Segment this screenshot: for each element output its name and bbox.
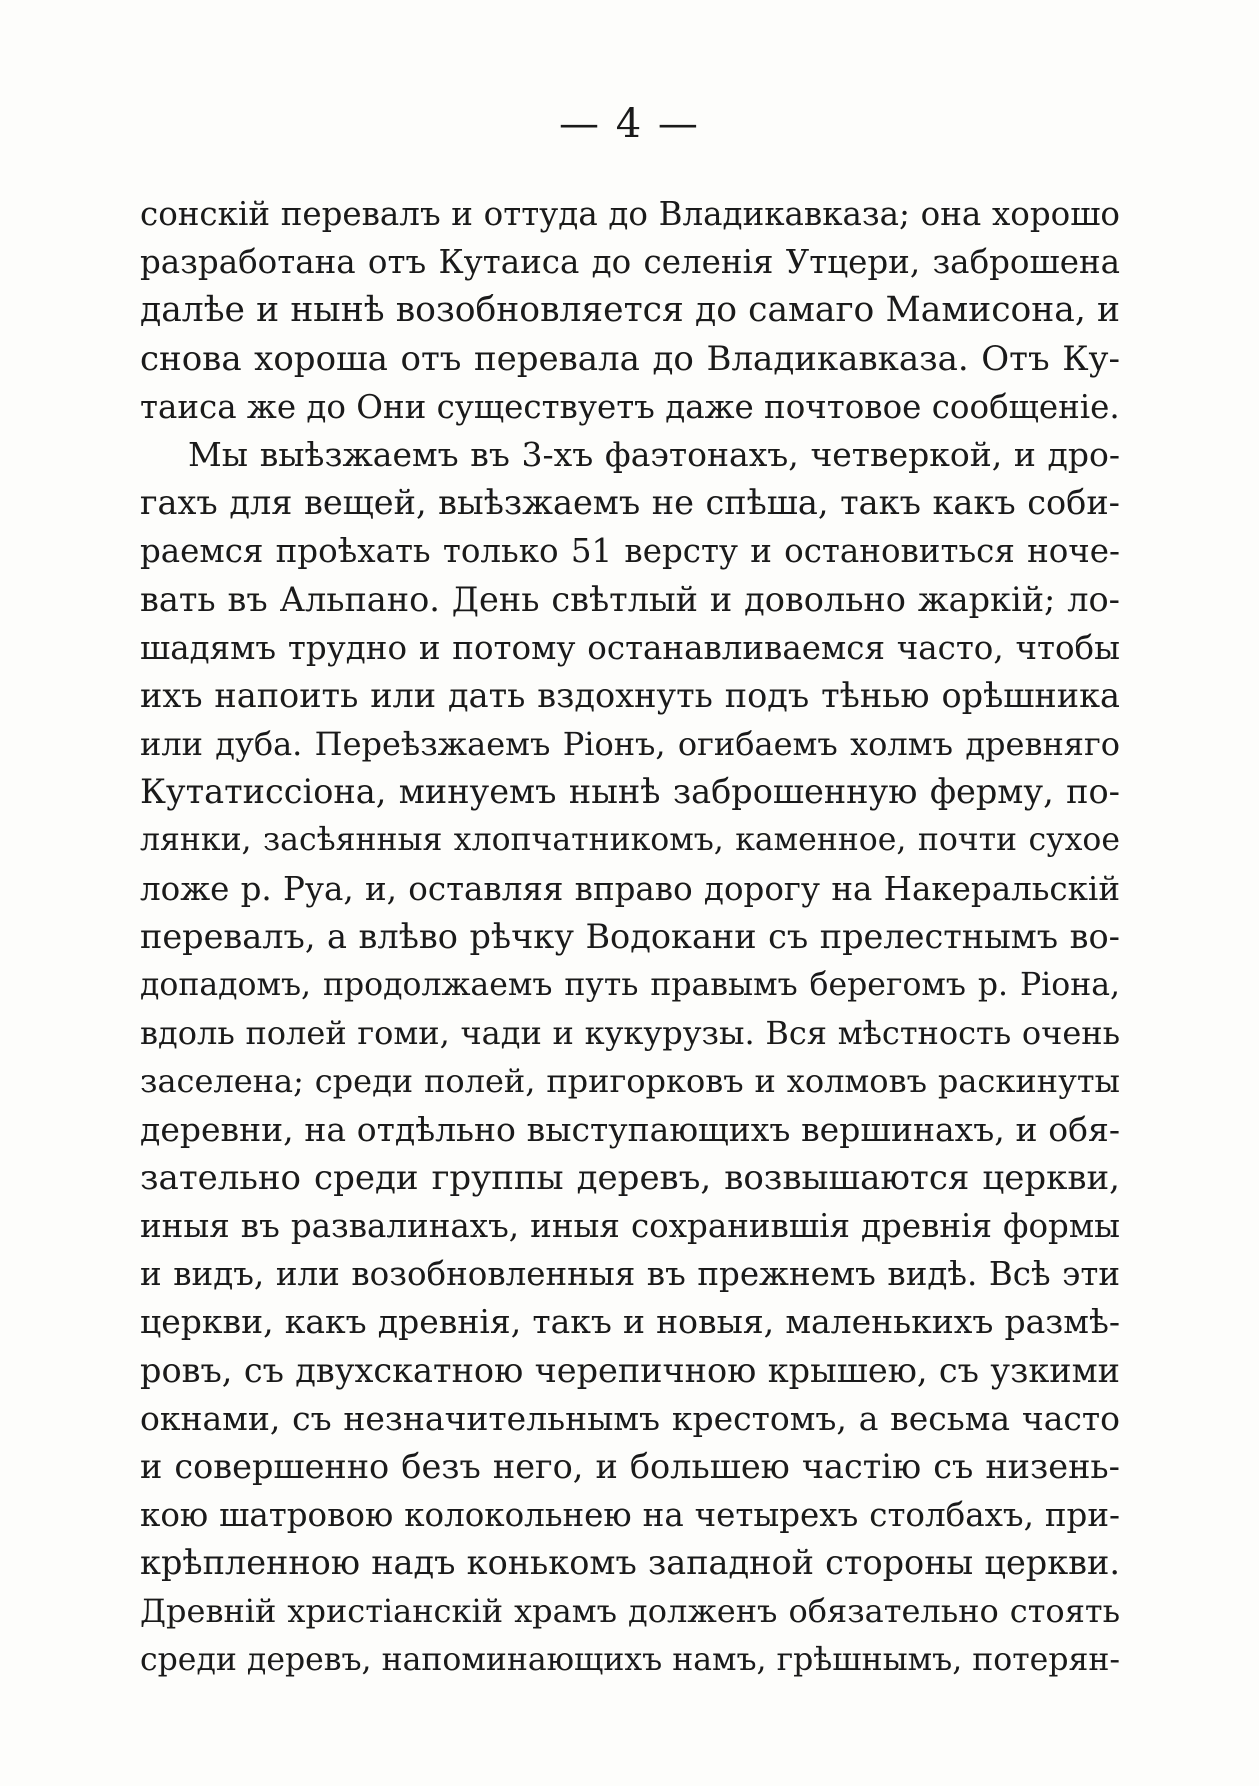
text-line: Кутатиссіона, минуемъ нынѣ заброшенную ферму, по-: [140, 772, 1120, 812]
text-line: снова хороша отъ перевала до Владикавказа. Отъ Ку-: [140, 338, 1120, 379]
text-line: раемся проѣхать только 51 версту и остановиться ноче-: [140, 532, 1120, 571]
text-line: сонскій перевалъ и оттуда до Владикавказа; она хорошо: [140, 195, 1120, 233]
text-line: и совершенно безъ него, и большею частію съ низень-: [140, 1446, 1120, 1486]
text-line: вдоль полей гоми, чади и кукурузы. Вся мѣстность очень: [140, 1014, 1120, 1053]
text-line: и видъ, или возобновленныя въ прежнемъ видѣ. Всѣ эти: [140, 1255, 1120, 1294]
text-line: церкви, какъ древнія, такъ и новыя, маленькихъ размѣ-: [140, 1302, 1120, 1342]
text-line: заселена; среди полей, пригорковъ и холмовъ раскинуты: [140, 1062, 1120, 1101]
text-line: ровъ, съ двухскатною черепичною крышею, съ узкими: [140, 1350, 1120, 1390]
text-line: Древній христіанскій храмъ долженъ обязательно стоять: [140, 1592, 1120, 1631]
text-line: далѣе и нынѣ возобновляется до самаго Мамисона, и: [140, 290, 1120, 331]
text-line: лянки, засѣянныя хлопчатникомъ, каменное, почти сухое: [140, 822, 1120, 859]
text-line: вать въ Альпано. День свѣтлый и довольно жаркій; ло-: [140, 579, 1120, 619]
page-number: — 4 —: [559, 101, 700, 147]
body-text: [140, 190, 1120, 1684]
text-line: крѣпленною надъ конькомъ западной стороны церкви.: [140, 1543, 1120, 1583]
text-line: ложе р. Руа, и, оставляя вправо дорогу на Накеральскій: [140, 869, 1120, 908]
text-line: гахъ для вещей, выѣзжаемъ не спѣша, такъ какъ соби-: [140, 483, 1120, 523]
text-line: зательно среди группы деревъ, возвышаются церкви,: [140, 1157, 1120, 1198]
text-line: кою шатровою колокольнею на четырехъ столбахъ, при-: [140, 1496, 1120, 1535]
text-line: Мы выѣзжаемъ въ 3-хъ фаэтонахъ, четверкой, и дро-: [188, 434, 1120, 474]
text-line: среди деревъ, напоминающихъ намъ, грѣшнымъ, потерян-: [140, 1641, 1120, 1678]
text-line: таиса же до Они существуетъ даже почтовое сообщеніе.: [140, 387, 1120, 426]
text-line: разработана отъ Кутаиса до селенія Утцери, заброшена: [140, 243, 1120, 282]
text-line: деревни, на отдѣльно выступающихъ вершинахъ, и обя-: [140, 1109, 1120, 1149]
text-line: окнами, съ незначительнымъ крестомъ, а весьма часто: [140, 1398, 1120, 1438]
text-line: ихъ напоить или дать вздохнуть подъ тѣнью орѣшника: [140, 675, 1120, 715]
text-line: иныя въ развалинахъ, иныя сохранившія древнія формы: [140, 1206, 1120, 1245]
text-line: перевалъ, а влѣво рѣчку Водокани съ прелестнымъ во-: [140, 916, 1120, 956]
text-line: шадямъ трудно и потому останавливаемся часто, чтобы: [140, 628, 1120, 667]
text-line: или дуба. Переѣзжаемъ Ріонъ, огибаемъ холмъ древняго: [140, 725, 1120, 764]
text-line: допадомъ, продолжаемъ путь правымъ берегомъ р. Ріона,: [140, 967, 1120, 1003]
